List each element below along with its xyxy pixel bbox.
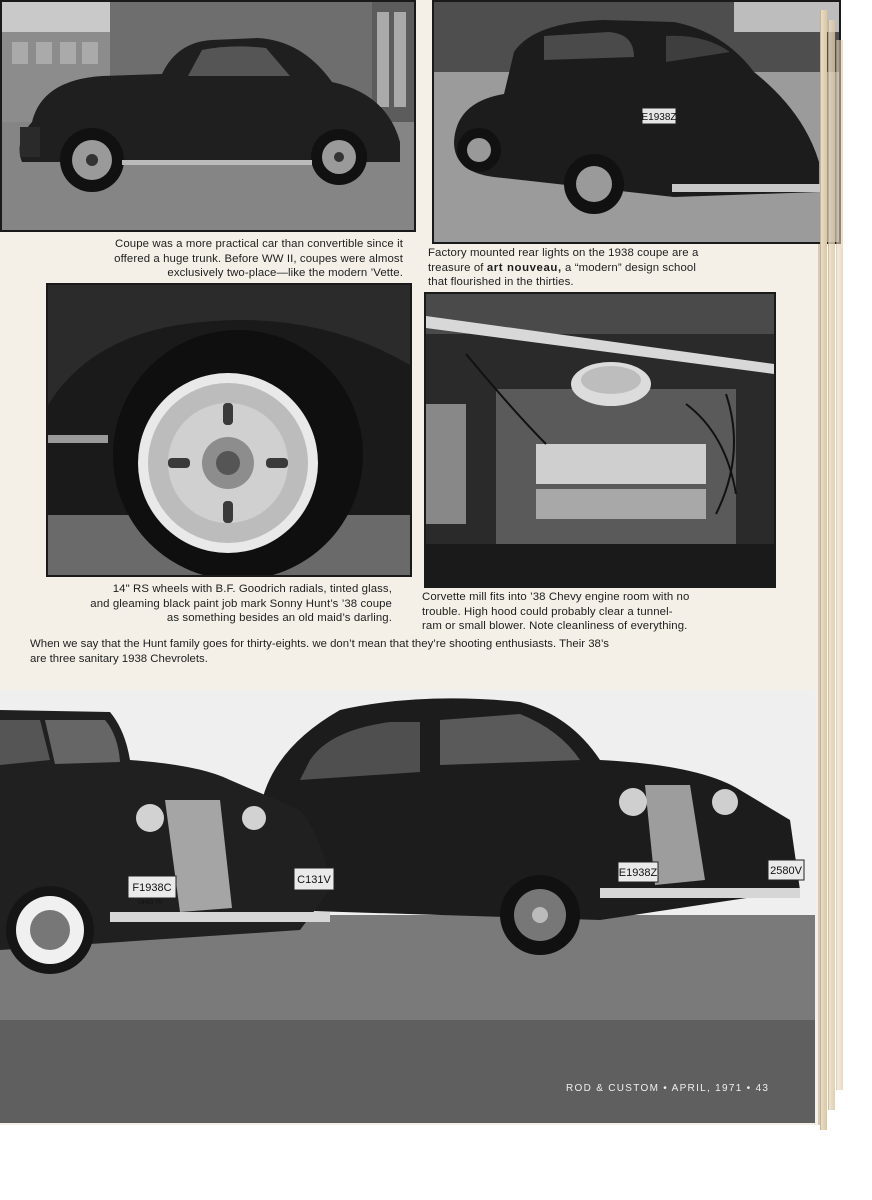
- caption-line: that flourished in the thirties.: [428, 276, 574, 289]
- photo-wheel-closeup: [46, 283, 412, 577]
- body-line: When we say that the Hunt family goes for thirty-eights. we don’t mean that they’re shooting enthusiasts. Their 38’s: [30, 638, 609, 650]
- caption-line: ram or small blower. Note cleanliness of everything.: [422, 620, 688, 633]
- caption-emphasis: art nouveau,: [486, 261, 562, 274]
- page-edge: [828, 20, 835, 1110]
- page-footer: ROD & CUSTOM • APRIL, 1971 • 43: [566, 1083, 770, 1094]
- caption-line: Corvette mill fits into ’38 Chevy engine room with no: [422, 591, 690, 603]
- caption-line: exclusively two-place—like the modern ’Vette.: [167, 267, 403, 280]
- photo-engine-bay: [424, 292, 776, 588]
- front-coupe-plate: E1938Z: [618, 867, 658, 879]
- caption-line: as something besides an old maid’s darling.: [166, 612, 392, 625]
- middle-car-plate: C131V: [297, 874, 331, 886]
- right-car-plate: 2580V: [770, 865, 802, 877]
- caption-line: trouble. High hood could probably clear a tunnel-: [422, 605, 673, 618]
- page-edge: [836, 40, 843, 1090]
- caption-line: Coupe was a more practical car than convertible since it: [115, 238, 403, 250]
- caption-engine: [422, 590, 802, 634]
- rear-license-plate: E1938Z: [641, 112, 677, 123]
- caption-wheels: [40, 582, 392, 626]
- caption-line: offered a huge trunk. Before WW II, coupes were almost: [114, 252, 403, 265]
- photo-three-chevrolets: [0, 690, 815, 1123]
- caption-text: a “modern” design school: [561, 261, 696, 274]
- left-car-plate-state: OHIO 70: [138, 900, 162, 906]
- article-body-text: [30, 637, 800, 666]
- caption-line: Factory mounted rear lights on the 1938 coupe are a: [428, 247, 699, 259]
- photo-coupe-rear: [432, 0, 841, 244]
- left-car-plate: F1938C: [132, 882, 172, 894]
- caption-rear-lights: [428, 246, 808, 290]
- caption-text: treasure of: [428, 261, 487, 274]
- caption-line: [428, 261, 808, 276]
- caption-line: 14" RS wheels with B.F. Goodrich radials, tinted glass,: [112, 583, 392, 595]
- caption-line: and gleaming black paint job mark Sonny Hunt’s ’38 coupe: [90, 597, 392, 610]
- body-line: are three sanitary 1938 Chevrolets.: [30, 652, 208, 665]
- caption-coupe-trunk: [40, 237, 403, 281]
- photo-coupe-side: [0, 0, 416, 232]
- page-edge: [820, 10, 827, 1130]
